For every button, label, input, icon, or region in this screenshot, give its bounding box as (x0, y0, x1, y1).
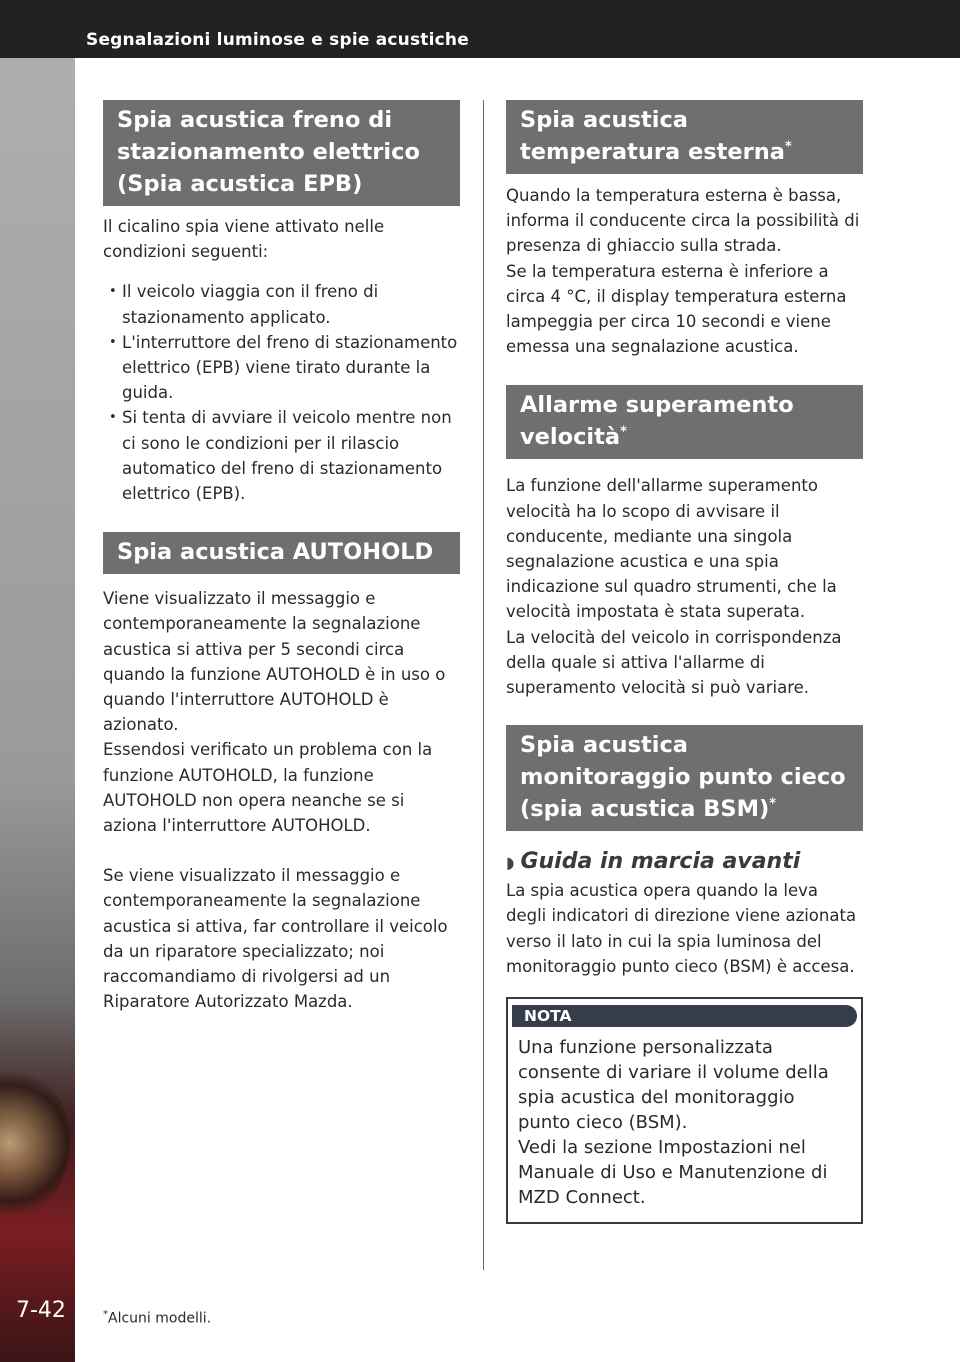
list-item: • Il veicolo viaggia con il freno di stazionamento applicato. (103, 279, 460, 329)
section-title-epb: Spia acustica freno di stazionamento elettrico (Spia acustica EPB) (103, 100, 460, 206)
footnote-asterisk: * (784, 139, 792, 155)
section-title-autohold: Spia acustica AUTOHOLD (103, 532, 460, 574)
speed-alarm-title-text: Allarme superamento velocità (520, 392, 794, 451)
note-text-1: Una funzione personalizzata consente di variare il volume della spia acustica del monitoraggio punto cieco (BSM). (518, 1037, 829, 1134)
outside-temp-title-text: Spia acustica temperatura esterna (520, 107, 785, 165)
footnote-mark: * (103, 1309, 108, 1320)
bsm-paragraph-1: La spia acustica opera quando la leva degli indicatori di direzione viene azionata verso il lato in cui la spia luminosa del monitoraggio punto cieco (BSM) è accesa. (506, 881, 857, 976)
headlight-image (0, 1068, 70, 1218)
section-title-speed-alarm (506, 385, 863, 459)
footnote-text: Alcuni modelli. (108, 1310, 212, 1327)
speed-alarm-paragraph-2: La velocità del veicolo in corrispondenza della quale si attiva l'allarme di superamento velocità si può variare. (506, 627, 842, 698)
speed-alarm-paragraph-1: La funzione dell'allarme superamento velocità ha lo scopo di avvisare il conducente, mediante una singola segnalazione acustica e una spia indicazione sul quadro strumenti, che la velocità impostata è stata superata. (506, 476, 837, 622)
section-title-outside-temp (506, 100, 863, 174)
page-number: 7-42 (16, 1298, 66, 1323)
note-label: NOTA (512, 1005, 857, 1027)
footnote (103, 1309, 211, 1327)
list-item: • Si tenta di avviare il veicolo mentre non ci sono le condizioni per il rilascio automatico del freno di stazionamento elettrico (EPB). (103, 405, 460, 506)
autohold-paragraph-2: Essendosi verificato un problema con la funzione AUTOHOLD, la funzione AUTOHOLD non opera neanche se si aziona l'interruttore AUTOHOLD. (103, 740, 433, 836)
chapter-title: Segnalazioni luminose e spie acustiche (86, 30, 469, 50)
subheading-marker-icon: ◗ (506, 853, 515, 873)
epb-conditions-list (103, 279, 460, 506)
left-column (103, 100, 460, 1014)
side-decoration (0, 58, 75, 1362)
list-item: • L'interruttore del freno di stazionamento elettrico (EPB) viene tirato durante la guida. (103, 330, 460, 406)
note-text-2: Vedi la sezione Impostazioni nel Manuale di Uso e Manutenzione di MZD Connect. (518, 1137, 828, 1209)
footnote-asterisk: * (620, 424, 627, 440)
bsm-title-text: Spia acustica monitoraggio punto cieco (spia acustica BSM) (520, 732, 846, 823)
column-divider (483, 100, 484, 1270)
header-bar (0, 0, 960, 58)
section-title-bsm (506, 725, 863, 831)
outside-temp-paragraph-1: Quando la temperatura esterna è bassa, informa il conducente circa la possibilità di presenza di ghiaccio sulla strada. (506, 186, 860, 256)
autohold-paragraph-1: Viene visualizzato il messaggio e contemporaneamente la segnalazione acustica si attiva per 5 secondi circa quando la funzione AUTOHOLD è in uso o quando l'interruttore AUTOHOLD è azionato. (103, 589, 446, 735)
subheading-forward-driving (506, 847, 863, 878)
footnote-asterisk: * (769, 796, 777, 812)
subheading-text: Guida in marcia avanti (520, 849, 801, 875)
note-box (506, 997, 863, 1224)
epb-intro: Il cicalino spia viene attivato nelle condizioni seguenti: (103, 217, 385, 262)
right-column (506, 100, 863, 1224)
autohold-paragraph-3: Se viene visualizzato il messaggio e contemporaneamente la segnalazione acustica si attiva, far controllare il veicolo da un riparatore specializzato; noi raccomandiamo di rivolgersi ad un Riparatore Autorizzato Mazda. (103, 866, 448, 1012)
outside-temp-paragraph-2: Se la temperatura esterna è inferiore a circa 4 °C, il display temperatura esterna lampeggia per circa 10 secondi e viene emessa una segnalazione acustica. (506, 261, 847, 357)
